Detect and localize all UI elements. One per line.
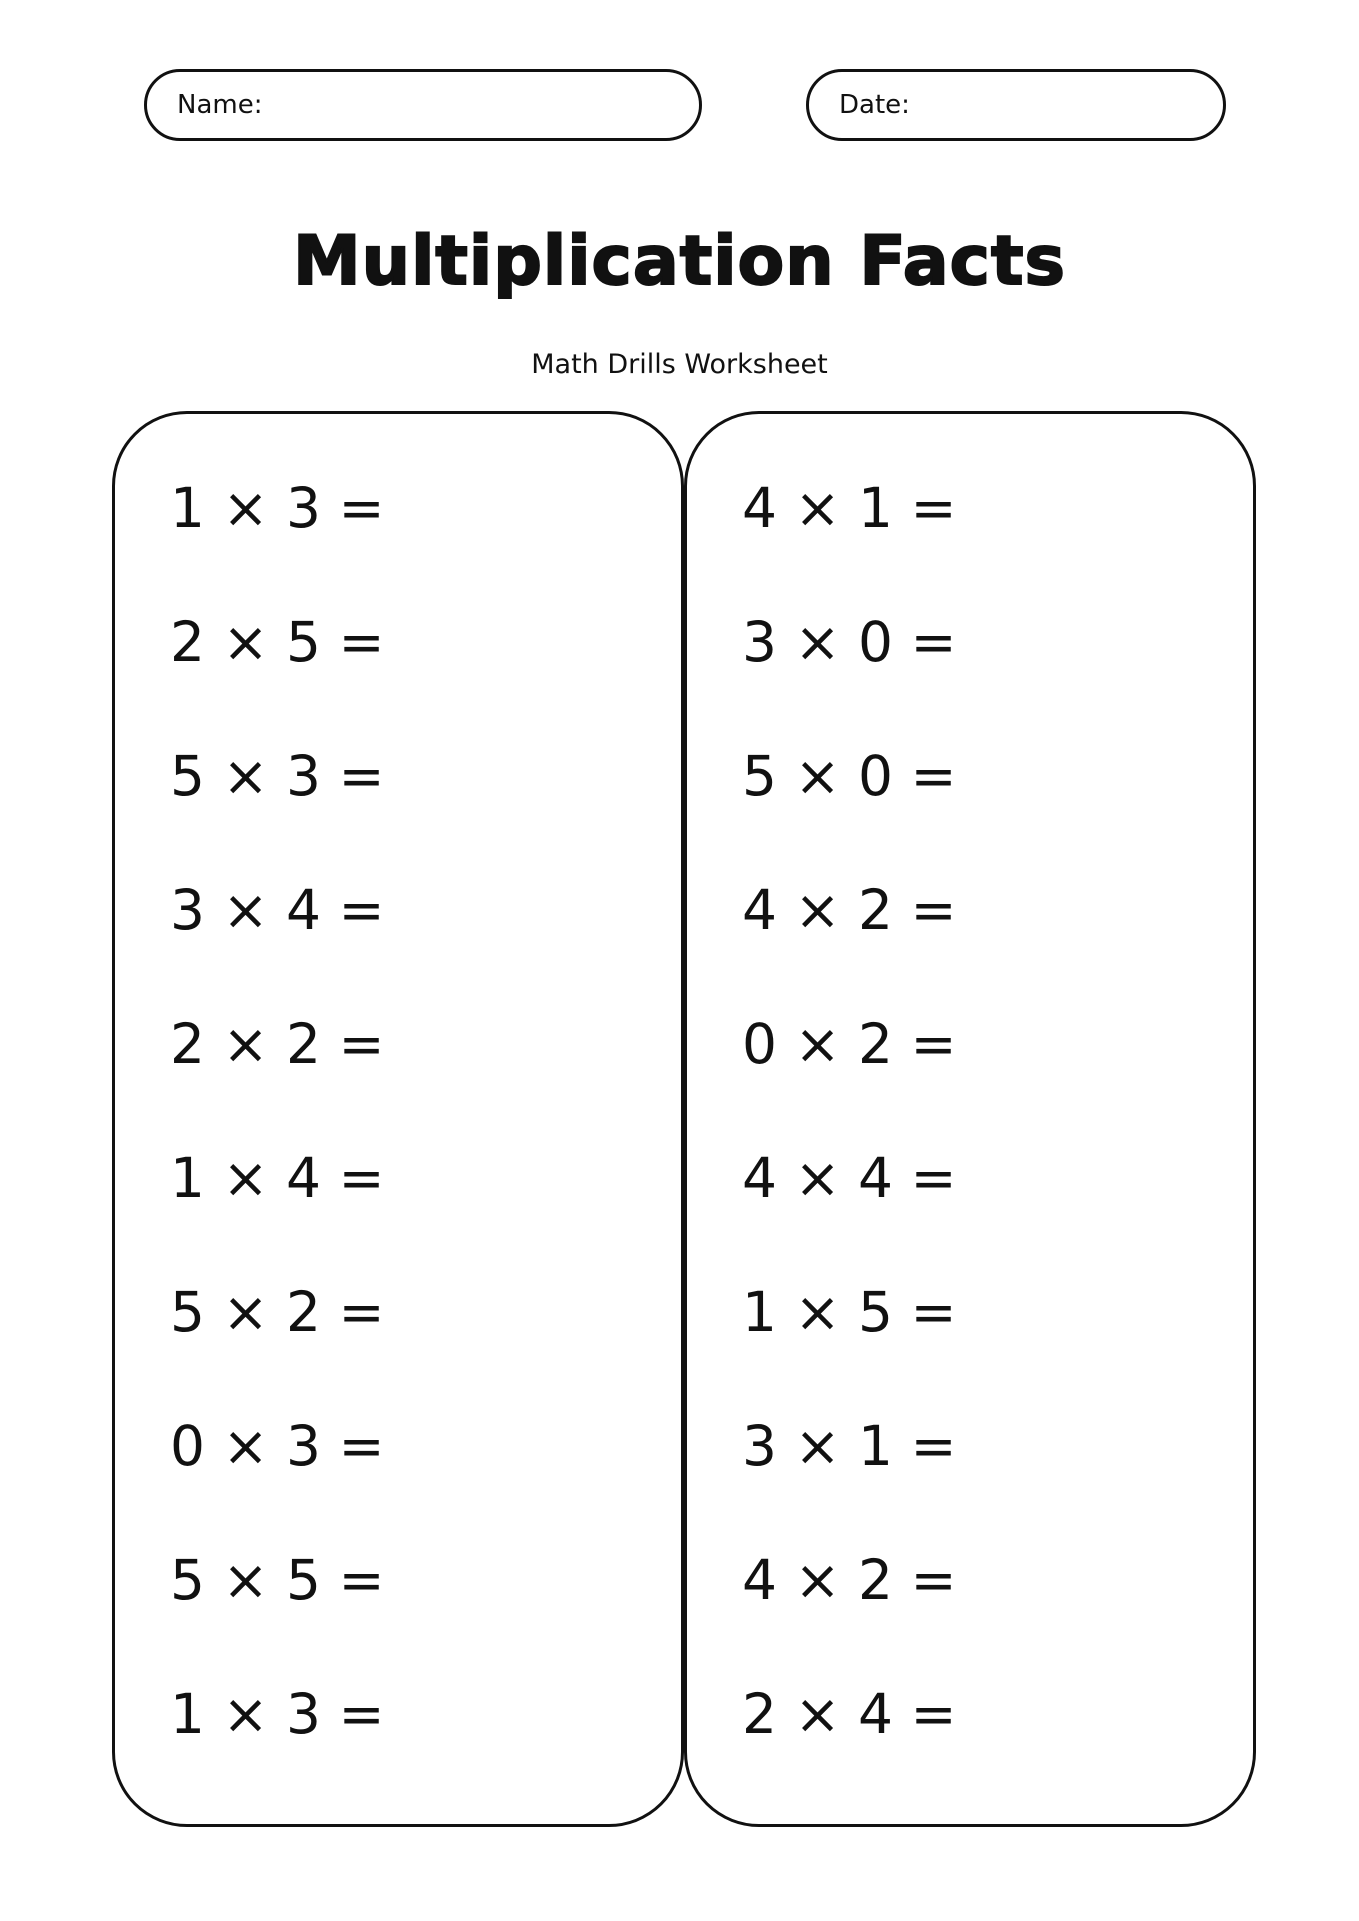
name-input[interactable] xyxy=(270,84,669,126)
problem-item: 2 × 2 = xyxy=(170,1012,385,1076)
problem-item: 0 × 3 = xyxy=(170,1414,385,1478)
problem-item: 5 × 3 = xyxy=(170,744,385,808)
worksheet-title: Multiplication Facts xyxy=(293,222,1066,301)
problem-item: 1 × 5 = xyxy=(742,1280,957,1344)
problem-item: 4 × 2 = xyxy=(742,1548,957,1612)
date-field[interactable] xyxy=(806,69,1226,141)
problem-item: 4 × 2 = xyxy=(742,878,957,942)
problem-item: 0 × 2 = xyxy=(742,1012,957,1076)
problem-item: 2 × 5 = xyxy=(170,610,385,674)
problem-item: 5 × 0 = xyxy=(742,744,957,808)
problem-item: 2 × 4 = xyxy=(742,1682,957,1746)
problem-item: 5 × 5 = xyxy=(170,1548,385,1612)
problem-column-right xyxy=(684,411,1256,1827)
problem-column-left xyxy=(112,411,684,1827)
problem-item: 3 × 4 = xyxy=(170,878,385,942)
name-field[interactable] xyxy=(144,69,702,141)
date-label: Date: xyxy=(839,90,910,120)
problem-item: 1 × 3 = xyxy=(170,1682,385,1746)
name-label: Name: xyxy=(177,90,263,120)
problem-item: 4 × 1 = xyxy=(742,476,957,540)
worksheet-subtitle: Math Drills Worksheet xyxy=(531,349,828,380)
problem-item: 3 × 1 = xyxy=(742,1414,957,1478)
problem-item: 3 × 0 = xyxy=(742,610,957,674)
date-input[interactable] xyxy=(918,84,1246,126)
problem-item: 1 × 4 = xyxy=(170,1146,385,1210)
problem-item: 4 × 4 = xyxy=(742,1146,957,1210)
problem-item: 1 × 3 = xyxy=(170,476,385,540)
problem-item: 5 × 2 = xyxy=(170,1280,385,1344)
